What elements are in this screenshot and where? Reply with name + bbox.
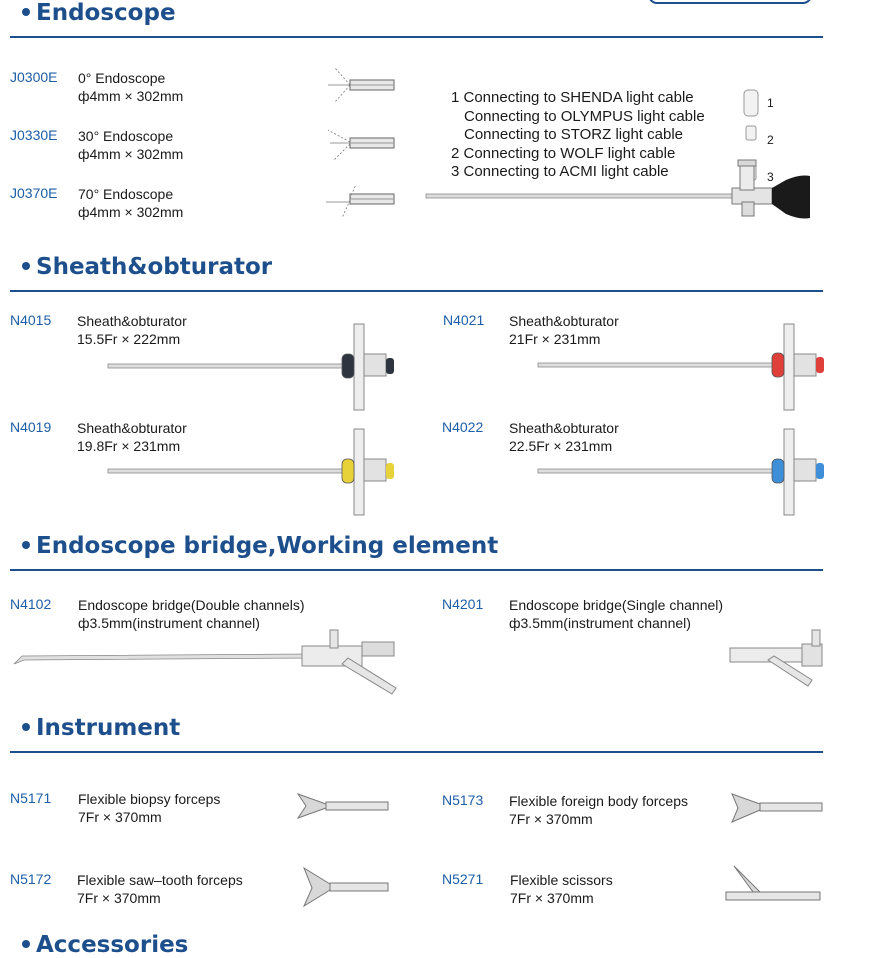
bullet-icon — [22, 8, 30, 16]
product-code: J0330E — [10, 127, 58, 143]
product-code: N5171 — [10, 790, 52, 806]
sheath-ring-red — [772, 353, 784, 377]
adapter-label: 2 — [767, 133, 774, 147]
product-code: N4015 — [10, 312, 52, 328]
sheath-obturator-image — [536, 320, 826, 416]
product-code: N4019 — [10, 419, 52, 435]
section-divider — [10, 36, 823, 38]
product-code: N4021 — [443, 312, 485, 328]
sheath-ring-blue — [772, 459, 784, 483]
section-title-instrument: Instrument — [22, 715, 180, 741]
product-description: 30° Endoscope ф4mm × 302mm — [78, 128, 184, 162]
endoscope-tip-30deg-icon — [320, 124, 400, 164]
sheath-ring-yellow — [342, 459, 354, 483]
endoscope-image — [424, 158, 816, 228]
product-code: J0300E — [10, 69, 58, 85]
product-code: N4022 — [442, 419, 484, 435]
section-divider — [10, 751, 823, 753]
product-description: Sheath&obturator 19.8Fr × 231mm — [77, 420, 187, 454]
product-description: Sheath&obturator 15.5Fr × 222mm — [77, 313, 187, 347]
saw-tooth-forceps-icon — [302, 864, 392, 910]
endoscope-tip-70deg-icon — [320, 182, 400, 222]
product-description: Flexible saw–tooth forceps 7Fr × 370mm — [77, 872, 243, 906]
scissors-icon — [724, 864, 824, 910]
product-code: N5172 — [10, 871, 52, 887]
endoscope-tip-0deg-icon — [320, 66, 400, 106]
section-title-accessories: Accessories — [22, 932, 188, 958]
product-description: 70° Endoscope ф4mm × 302mm — [78, 186, 184, 220]
sheath-obturator-image — [106, 425, 396, 521]
foreign-body-forceps-icon — [730, 790, 826, 826]
product-code: N4102 — [10, 596, 52, 612]
product-code: N5271 — [442, 871, 484, 887]
section-divider — [10, 569, 823, 571]
product-description: 0° Endoscope ф4mm × 302mm — [78, 70, 184, 104]
sheath-obturator-image — [536, 425, 826, 521]
biopsy-forceps-icon — [296, 788, 392, 824]
bridge-single-channel-image — [728, 628, 828, 694]
connection-list: 1 Connecting to SHENDA light cable Connecting to OLYMPUS light cable Connecting to STORZ light cable 2 Connecting to WOLF light cable 3 Connecting to ACMI light cable — [451, 89, 705, 180]
bridge-double-channel-image — [12, 628, 398, 702]
product-code: N4201 — [442, 596, 484, 612]
product-code: J0370E — [10, 185, 58, 201]
section-title-bridge: Endoscope bridge,Working element — [22, 533, 498, 559]
product-description: Endoscope bridge(Single channel) ф3.5mm(instrument channel) — [509, 597, 724, 631]
product-description: Sheath&obturator 22.5Fr × 231mm — [509, 420, 619, 454]
product-description: Flexible scissors 7Fr × 370mm — [510, 872, 613, 906]
section-title-endoscope: Endoscope — [22, 0, 176, 26]
bullet-icon — [22, 262, 30, 270]
bullet-icon — [22, 541, 30, 549]
product-description: Flexible biopsy forceps 7Fr × 370mm — [78, 791, 221, 825]
product-description: Flexible foreign body forceps 7Fr × 370mm — [509, 793, 688, 827]
section-title-sheath-obturator: Sheath&obturator — [22, 254, 272, 280]
bullet-icon — [22, 940, 30, 948]
product-description: Sheath&obturator 21Fr × 231mm — [509, 313, 619, 347]
sheath-ring-dark — [342, 354, 354, 378]
product-code: N5173 — [442, 792, 484, 808]
product-description: Endoscope bridge(Double channels) ф3.5mm(instrument channel) — [78, 597, 305, 631]
adapter-label: 1 — [767, 96, 774, 110]
bullet-icon — [22, 723, 30, 731]
sheath-obturator-image — [106, 320, 396, 416]
header-tab-shape — [648, 0, 812, 4]
adapter-label: 3 — [767, 170, 774, 184]
section-divider — [10, 290, 823, 292]
